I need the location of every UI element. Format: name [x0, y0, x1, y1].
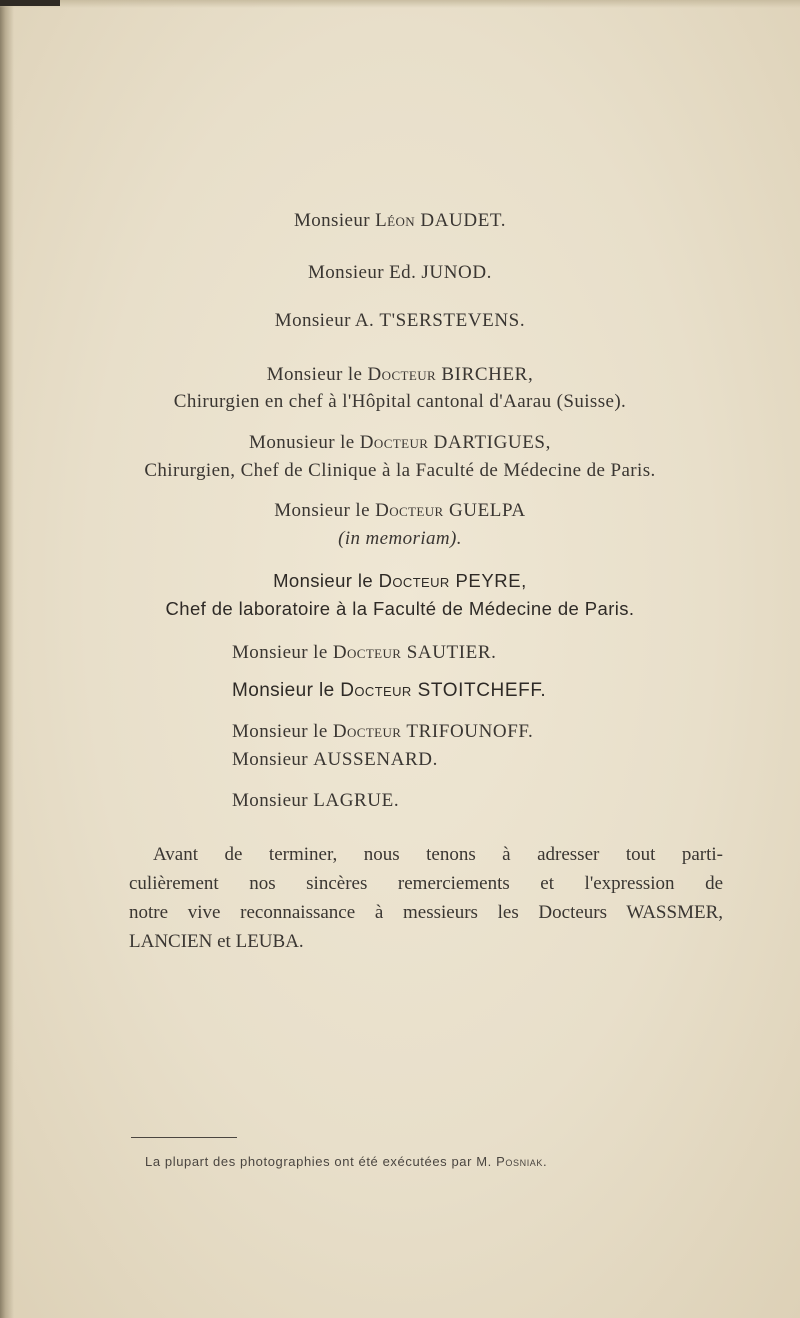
ack-dartigues — [0, 432, 800, 454]
closing-paragraph — [129, 840, 723, 956]
ack-peyre — [0, 570, 800, 592]
paragraph-line: notre vive reconnaissance à messieurs les Docteurs WASSMER, — [129, 902, 723, 923]
ack-title: Docteur — [332, 642, 402, 663]
ack-name: AUSSENARD. — [313, 749, 438, 770]
ack-prefix: Monsieur le — [274, 500, 376, 521]
ack-name: TRIFOUNOFF. — [401, 721, 534, 742]
ack-prefix: Monsieur le — [232, 680, 341, 701]
ack-bircher-subtitle: Chirurgien en chef à l'Hôpital cantonal d'Aarau (Suisse). — [173, 391, 627, 412]
ack-aussenard — [232, 749, 438, 771]
page-binding-shadow — [0, 0, 14, 1318]
ack-prefix: Monsieur Ed. — [307, 262, 422, 283]
paragraph-line: Avant de terminer, nous tenons à adresser tout parti- — [153, 844, 723, 865]
page-top-edge — [0, 0, 800, 8]
ack-prefix: Monsieur A. — [274, 310, 380, 331]
ack-guelpa — [0, 500, 800, 522]
footnote-author: Posniak. — [496, 1154, 548, 1169]
ack-name: JUNOD. — [421, 262, 493, 283]
ack-daudet — [0, 210, 800, 232]
ack-name: STOITCHEFF. — [411, 680, 547, 701]
ack-name: SAUTIER. — [401, 642, 497, 663]
ack-name: DAUDET. — [415, 210, 507, 231]
paragraph-line: culièrement nos sincères remerciements et l'expression de — [129, 873, 723, 894]
ack-sautier — [232, 642, 497, 664]
ack-name: T'SERSTEVENS. — [379, 310, 526, 331]
ack-dartigues-subtitle: Chirurgien, Chef de Clinique à la Faculté de Médecine de Paris. — [144, 460, 656, 481]
ack-tserstevens — [0, 310, 800, 332]
ack-prefix: Monsieur — [232, 749, 314, 770]
ack-title: Docteur — [340, 680, 412, 701]
footnote — [145, 1154, 547, 1169]
ack-prefix: Monsieur le — [232, 721, 333, 742]
ack-name: GUELPA — [443, 500, 526, 521]
ack-title: Docteur — [367, 364, 437, 385]
ack-name: PEYRE, — [449, 570, 527, 591]
ack-prefix: Monsieur — [232, 790, 314, 811]
footnote-text: La plupart des photographies ont été exécutées par M. — [145, 1154, 492, 1169]
ack-name: LAGRUE. — [313, 790, 400, 811]
ack-stoitcheff — [232, 680, 546, 702]
ack-bircher — [0, 364, 800, 386]
ack-prefix: Monsieur le — [232, 642, 333, 663]
ack-name: BIRCHER, — [436, 364, 534, 385]
ack-prefix: Monusieur le — [249, 432, 360, 453]
ack-trifounoff — [232, 721, 533, 743]
page-corner-mark — [0, 0, 60, 6]
ack-guelpa-subtitle: (in memoriam). — [338, 528, 462, 549]
ack-title: Docteur — [375, 500, 444, 521]
ack-title: Docteur — [359, 432, 429, 453]
ack-lagrue — [232, 790, 399, 812]
ack-prefix: Monsieur — [293, 210, 376, 231]
paragraph-line: LANCIEN et LEUBA. — [129, 931, 304, 952]
ack-title: Docteur — [332, 721, 402, 742]
ack-junod — [0, 262, 800, 284]
ack-title: Léon — [375, 210, 416, 231]
ack-prefix: Monsieur le — [273, 570, 379, 591]
ack-title: Docteur — [378, 570, 450, 591]
ack-peyre-subtitle: Chef de laboratoire à la Faculté de Médecine de Paris. — [165, 598, 635, 619]
ack-name: DARTIGUES, — [428, 432, 551, 453]
footnote-rule — [131, 1137, 237, 1138]
ack-prefix: Monsieur le — [266, 364, 368, 385]
